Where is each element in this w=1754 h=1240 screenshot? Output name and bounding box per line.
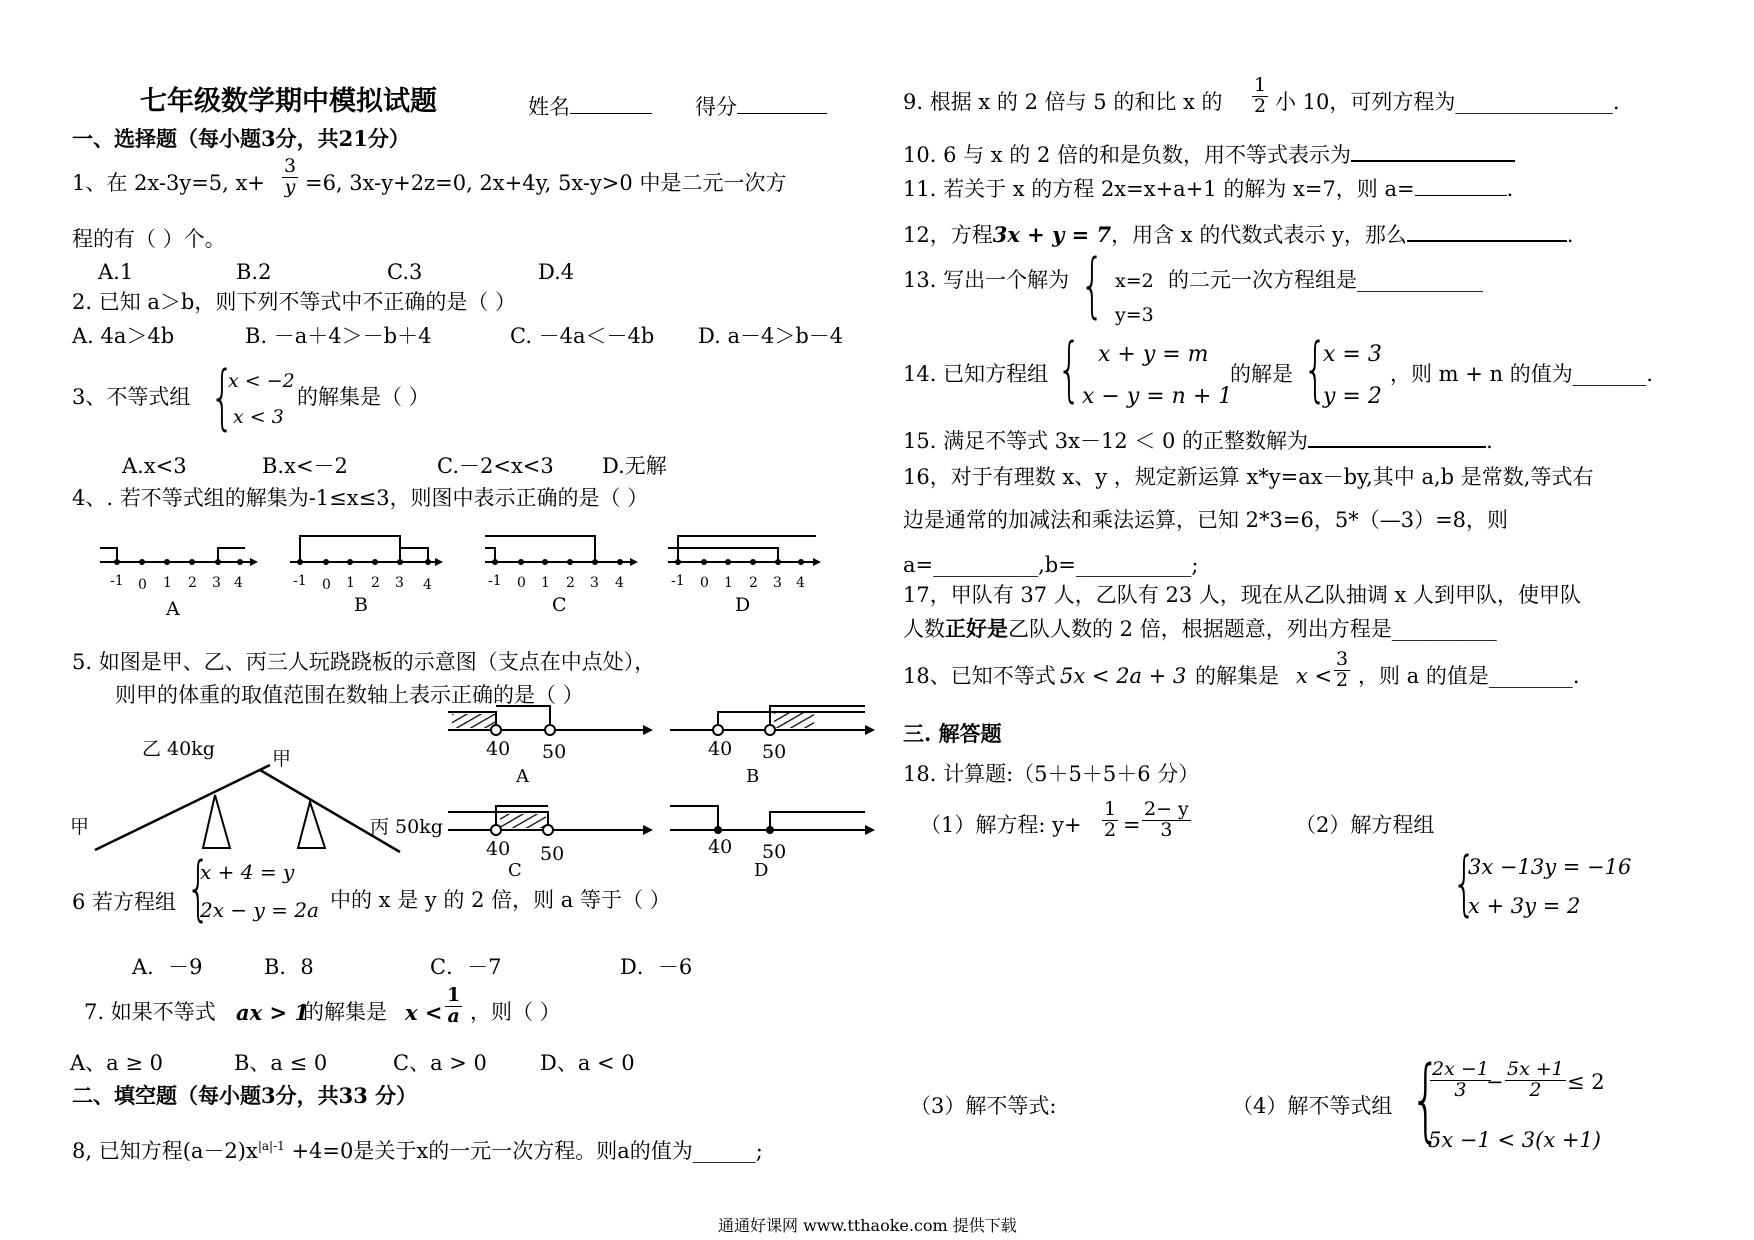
- q4d-tick-m1: -1: [671, 573, 685, 589]
- q17-line1: 17，甲队有 37 人，乙队有 23 人，现在从乙队抽调 x 人到甲队，使甲队: [903, 583, 1582, 607]
- q18-ineq: 5x < 2a + 3: [1060, 664, 1187, 688]
- jia-left-label: 甲: [70, 816, 90, 838]
- q1-option-b: B.2: [236, 260, 272, 284]
- q4a-tick-4: 4: [234, 575, 243, 591]
- footer-text: 通通好课网 www.tthaoke.com 提供下载: [718, 1216, 1017, 1235]
- q1-text-a: 1、在 2x-3y=5, x+: [72, 171, 265, 195]
- q6-line1: x + 4 = y: [200, 860, 295, 884]
- page-title: 七年级数学期中模拟试题: [140, 86, 437, 117]
- q14-sol2: y = 2: [1323, 384, 1382, 409]
- q7-text-c: ，则（ ）: [470, 1000, 561, 1024]
- q14-mid: 的解是: [1230, 362, 1293, 386]
- q13-label: 13. 写出一个解为: [903, 268, 1070, 292]
- q1-text-c: 程的有（ ）个。: [72, 227, 226, 251]
- p2-line1: 3x −13y = −16: [1468, 855, 1632, 879]
- q4-label-a: A: [166, 598, 180, 620]
- q4a-tick-0: 0: [138, 577, 147, 593]
- q5c-tick-50: 50: [540, 843, 565, 865]
- q7-text-b: 的解集是: [303, 1000, 387, 1024]
- q1-option-a: A.1: [98, 260, 134, 284]
- q4a-tick-m1: -1: [110, 573, 124, 589]
- q16-line1: 16，对于有理数 x、y ，规定新运算 x*y=ax－by,其中 a,b 是常数,等式右: [903, 465, 1594, 489]
- q4c-tick-m1: -1: [488, 573, 502, 589]
- q3-option-c: C.－2<x<3: [437, 454, 554, 478]
- q5-label-d: D: [754, 860, 769, 881]
- p4-fraction2: $\frac{5x +1}{2}$: [1507, 1058, 1564, 1101]
- q17-line2: 人数正好是乙队人数的 2 倍，根据题意，列出方程是__________: [903, 616, 1497, 641]
- q4-label-b: B: [354, 594, 368, 616]
- section1-heading: 一、选择题（每小题3分，共21分）: [72, 126, 410, 151]
- q4-label-c: C: [552, 594, 567, 616]
- q18-text-b: 的解集是: [1195, 664, 1279, 688]
- p4-minus: −: [1486, 1070, 1504, 1094]
- q9-text-a: 9. 根据 x 的 2 倍与 5 的和比 x 的: [903, 90, 1223, 114]
- p1-fraction2: $\frac{2- y}{3}$: [1144, 798, 1189, 841]
- q1-fraction: $\frac{3}{y}$: [284, 155, 297, 198]
- name-label: 姓名: [528, 95, 652, 118]
- p4-brace: {: [1410, 1047, 1442, 1152]
- q4-diagram-a: [100, 530, 260, 620]
- p1-fraction1: $\frac{1}{2}$: [1104, 798, 1117, 841]
- score-label: 得分: [695, 95, 827, 118]
- q2-option-c: C. －4a＜－4b: [510, 324, 655, 348]
- q18-text-c: ，则 a 的值是________.: [1358, 664, 1580, 688]
- q13-suffix: 的二元一次方程组是____________: [1168, 268, 1483, 292]
- q5c-tick-40: 40: [486, 838, 511, 860]
- q5b-tick-40: 40: [708, 738, 733, 760]
- q4c-tick-4: 4: [615, 575, 624, 591]
- q14-label: 14. 已知方程组: [903, 362, 1049, 386]
- q4d-tick-4: 4: [796, 575, 805, 591]
- q2-option-d: D. a－4＞b－4: [698, 324, 844, 348]
- q4-numberline-b: [290, 530, 450, 620]
- yi-label: 乙 40kg: [142, 738, 215, 760]
- q4c-tick-1: 1: [541, 575, 550, 591]
- q4-diagram-c: [485, 530, 645, 620]
- q5-label-a: A: [516, 766, 529, 787]
- q7-option-a: A、a ≥ 0: [70, 1051, 163, 1075]
- q6-brace: {: [186, 847, 211, 929]
- q5-text1: 5. 如图是甲、乙、丙三人玩跷跷板的示意图（支点在中点处），: [72, 650, 656, 674]
- p4-line2: 5x −1 < 3(x +1): [1428, 1128, 1602, 1152]
- q4b-tick-3: 3: [395, 575, 404, 591]
- q9-fraction: $\frac{1}{2}$: [1254, 74, 1267, 117]
- q6-option-d: D．－6: [620, 955, 693, 979]
- q5-text2: 则甲的体重的取值范围在数轴上表示正确的是（ ）: [115, 683, 584, 707]
- q6-label: 6 若方程组: [72, 890, 177, 914]
- q6-line2: 2x − y = 2a: [200, 898, 319, 922]
- q4a-tick-1: 1: [163, 575, 172, 591]
- p2-label: （2）解方程组: [1295, 813, 1435, 837]
- jia-top-label: 甲: [272, 748, 292, 770]
- q3-brace: {: [210, 356, 235, 438]
- q5d-tick-40: 40: [708, 836, 733, 858]
- p4-fraction1: $\frac{2x -1}{3}$: [1432, 1058, 1489, 1101]
- q5-label-c: C: [508, 860, 522, 881]
- q7-option-b: B、a ≤ 0: [234, 1051, 328, 1075]
- q5b-tick-50: 50: [762, 741, 787, 763]
- p4-label: （4）解不等式组: [1232, 1094, 1393, 1118]
- q15-text: 15. 满足不等式 3x－12 ＜ 0 的正整数解为 .: [903, 429, 1493, 453]
- q13-line2: y=3: [1115, 304, 1154, 326]
- q1-option-c: C.3: [387, 260, 423, 284]
- q13-brace: {: [1080, 244, 1105, 326]
- q4d-tick-2: 2: [749, 575, 758, 591]
- q5d-tick-50: 50: [762, 841, 787, 863]
- q4b-tick-1: 1: [346, 575, 355, 591]
- bing-label: 丙 50kg: [370, 816, 443, 838]
- q4d-tick-0: 0: [700, 575, 709, 591]
- q11-text: 11. 若关于 x 的方程 2x=x+a+1 的解为 x=7，则 a= .: [903, 177, 1514, 201]
- q2-text: 2. 已知 a＞b，则下列不等式中不正确的是（ ）: [72, 290, 517, 314]
- q5-label-b: B: [746, 766, 760, 787]
- q4c-tick-2: 2: [566, 575, 575, 591]
- p4-le: ≤ 2: [1567, 1070, 1605, 1094]
- q7-option-c: C、a > 0: [393, 1051, 487, 1075]
- q6-option-b: B．8: [264, 955, 314, 979]
- q18-text-a: 18、已知不等式: [903, 664, 1056, 688]
- p3-label: （3）解不等式:: [910, 1094, 1057, 1118]
- q7-option-d: D、a < 0: [540, 1051, 635, 1075]
- q5a-tick-40: 40: [486, 738, 511, 760]
- q16-line2: 边是通常的加减法和乘法运算，已知 2*3=6，5*（—3）=8，则: [903, 508, 1509, 532]
- q3-suffix: 的解集是（ ）: [297, 385, 430, 409]
- p2-brace: {: [1452, 842, 1477, 924]
- q14-line1: x + y = m: [1098, 342, 1209, 367]
- q14-line2: x − y = n + 1: [1082, 384, 1233, 409]
- q18-x-lt: x <: [1296, 664, 1333, 688]
- q9-text-b: 小 10，可列方程为_______________.: [1275, 90, 1620, 114]
- q4d-tick-3: 3: [773, 575, 782, 591]
- q1-text-b: =6, 3x-y+2z=0, 2x+4y, 5x-y>0 中是二元一次方: [305, 171, 787, 195]
- q13-line1: x=2: [1115, 270, 1154, 292]
- q4b-tick-m1: -1: [293, 573, 307, 589]
- section2-heading: 二、填空题（每小题3分，共33 分）: [72, 1083, 418, 1108]
- q2-option-b: B. －a＋4＞－b＋4: [245, 324, 432, 348]
- q4-text: 4、. 若不等式组的解集为-1≤x≤3，则图中表示正确的是（ ）: [72, 486, 649, 510]
- q3-option-d: D.无解: [602, 454, 667, 478]
- q4b-tick-0: 0: [322, 577, 331, 593]
- q2-option-a: A. 4a＞4b: [72, 324, 175, 348]
- q3-option-b: B.x<－2: [262, 454, 348, 478]
- q4-diagram-b: [290, 530, 450, 620]
- q7-text-a: 7. 如果不等式: [84, 1000, 216, 1024]
- q3-label: 3、不等式组: [72, 385, 191, 409]
- q4c-tick-0: 0: [517, 575, 526, 591]
- q4b-tick-4: 4: [423, 577, 432, 593]
- p1-label: （1）解方程: y+: [920, 813, 1082, 837]
- q1-option-d: D.4: [538, 260, 575, 284]
- q4a-tick-3: 3: [212, 575, 221, 591]
- q12-text: 12，方程3x + y = 7，用含 x 的代数式表示 y，那么 .: [903, 222, 1574, 247]
- q4c-tick-3: 3: [590, 575, 599, 591]
- q10-text: 10. 6 与 x 的 2 倍的和是负数，用不等式表示为: [903, 142, 1515, 166]
- q3-line1: x < −2: [228, 370, 295, 392]
- s3-q18: 18. 计算题:（5＋5＋5＋6 分）: [903, 762, 1200, 786]
- q6-option-a: A．－9: [132, 955, 203, 979]
- q6-suffix: 中的 x 是 y 的 2 倍，则 a 等于（ ）: [330, 888, 671, 912]
- q4b-tick-2: 2: [371, 575, 380, 591]
- q14-brace2: {: [1303, 328, 1328, 410]
- q4a-tick-2: 2: [188, 575, 197, 591]
- q8-text: 8, 已知方程$(a-2)x^{|a|-1} +4=0$是关于x的一元一次方程。则a的值为______;: [72, 1139, 763, 1163]
- q5a-tick-50: 50: [542, 741, 567, 763]
- q7-fraction: $\frac{1}{a}$: [447, 984, 461, 1027]
- section3-heading: 三. 解答题: [903, 721, 1002, 746]
- q7-ineq: ax > 1: [236, 1000, 309, 1025]
- q4-diagram-d: [668, 530, 828, 620]
- q3-line2: x < 3: [233, 406, 284, 428]
- q14-brace1: {: [1057, 328, 1082, 410]
- q3-option-a: A.x<3: [122, 454, 187, 478]
- q14-suffix: ，则 m + n 的值为_______.: [1390, 362, 1653, 386]
- p2-line2: x + 3y = 2: [1468, 894, 1581, 918]
- q4-label-d: D: [735, 594, 751, 616]
- q4d-tick-1: 1: [724, 575, 733, 591]
- q16-line3: a=__________,b=___________;: [903, 553, 1199, 577]
- q7-x-lt: x <: [405, 1000, 443, 1025]
- q14-sol1: x = 3: [1323, 342, 1382, 367]
- p1-eq: =: [1123, 813, 1141, 837]
- q18-fraction: $\frac{3}{2}$: [1336, 648, 1349, 691]
- q6-option-c: C．－7: [430, 955, 502, 979]
